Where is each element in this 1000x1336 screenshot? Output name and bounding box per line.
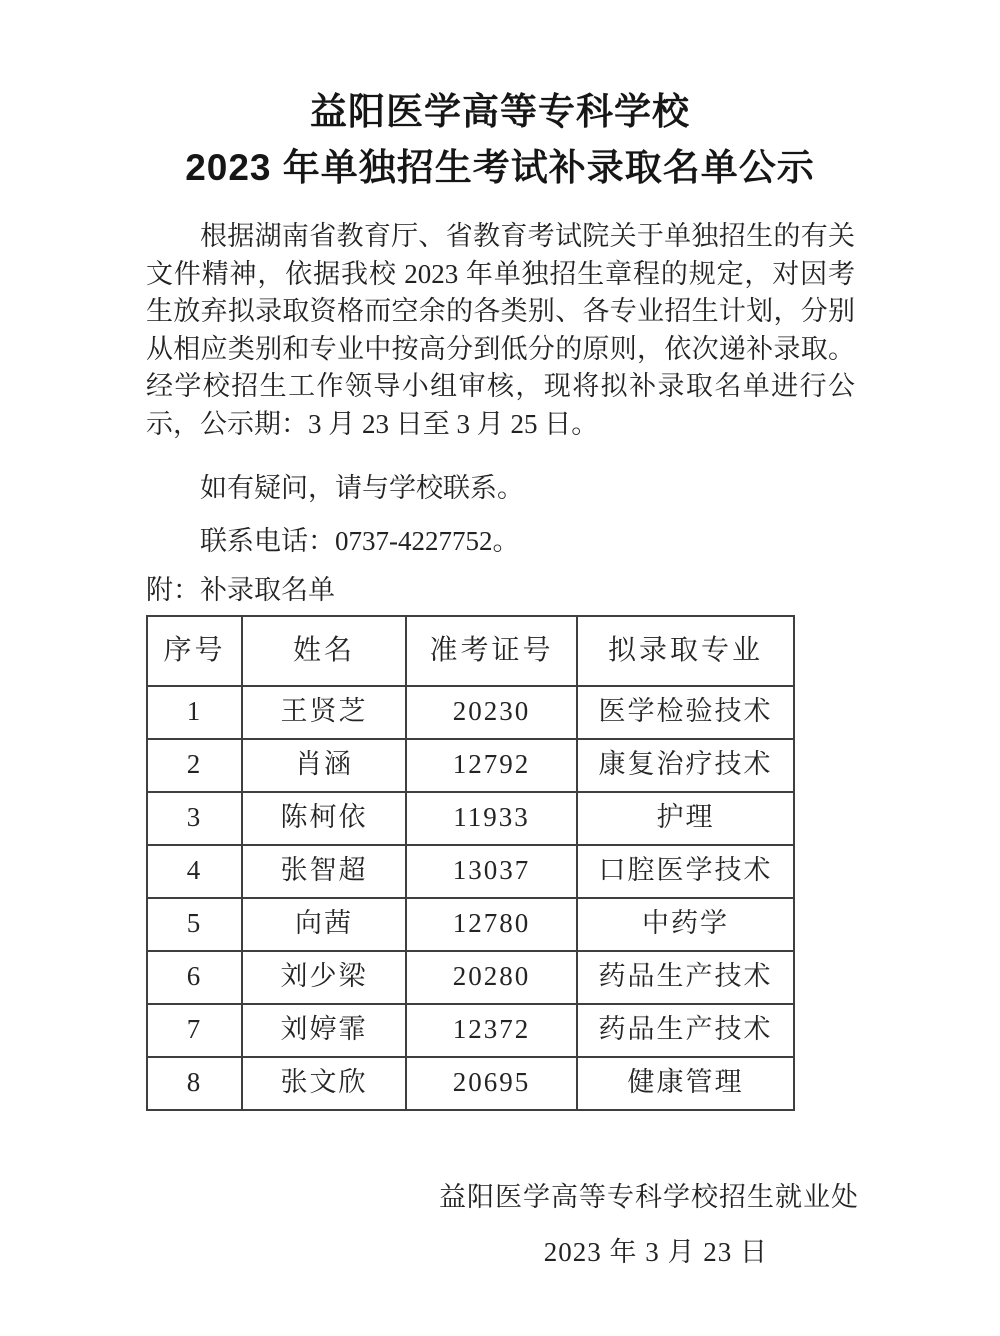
footer-date: 2023 年 3 月 23 日 — [543, 1236, 768, 1267]
column-header-ticket: 准考证号 — [406, 616, 577, 686]
document-body — [146, 218, 855, 1111]
document-title-block — [0, 0, 1000, 196]
cell-seq: 8 — [147, 1057, 242, 1110]
cell-major: 康复治疗技术 — [577, 739, 794, 792]
cell-ticket: 11933 — [406, 792, 577, 845]
cell-major: 医学检验技术 — [577, 686, 794, 739]
cell-seq: 3 — [147, 792, 242, 845]
cell-seq: 6 — [147, 951, 242, 1004]
cell-ticket: 20230 — [406, 686, 577, 739]
table-row — [147, 686, 794, 739]
paragraph-question: 如有疑问，请与学校联系。 — [200, 473, 524, 503]
admission-table-body — [147, 686, 794, 1110]
cell-seq: 1 — [147, 686, 242, 739]
cell-ticket: 20695 — [406, 1057, 577, 1110]
paragraph-contact-phone: 联系电话：0737-4227752。 — [200, 525, 520, 556]
cell-name: 刘少梁 — [242, 951, 406, 1004]
admission-table-header — [147, 616, 794, 686]
cell-ticket: 13037 — [406, 845, 577, 898]
cell-name: 肖涵 — [242, 739, 406, 792]
cell-name: 陈柯依 — [242, 792, 406, 845]
cell-seq: 7 — [147, 1004, 242, 1057]
cell-major: 护理 — [577, 792, 794, 845]
table-row — [147, 1004, 794, 1057]
table-row — [147, 1057, 794, 1110]
table-header-row — [147, 616, 794, 686]
cell-seq: 2 — [147, 739, 242, 792]
cell-major: 中药学 — [577, 898, 794, 951]
document-title-line1: 益阳医学高等专科学校 — [310, 91, 690, 132]
cell-major: 药品生产技术 — [577, 1004, 794, 1057]
cell-seq: 5 — [147, 898, 242, 951]
admission-list-table — [146, 615, 795, 1111]
cell-ticket: 20280 — [406, 951, 577, 1004]
table-row — [147, 739, 794, 792]
table-row — [147, 792, 794, 845]
cell-major: 口腔医学技术 — [577, 845, 794, 898]
cell-name: 刘婷霏 — [242, 1004, 406, 1057]
cell-name: 向茜 — [242, 898, 406, 951]
column-header-major: 拟录取专业 — [577, 616, 794, 686]
cell-seq: 4 — [147, 845, 242, 898]
cell-ticket: 12792 — [406, 739, 577, 792]
table-row — [147, 951, 794, 1004]
attachment-label: 附：补录取名单 — [146, 575, 335, 605]
cell-major: 药品生产技术 — [577, 951, 794, 1004]
table-row — [147, 898, 794, 951]
cell-major: 健康管理 — [577, 1057, 794, 1110]
cell-name: 张文欣 — [242, 1057, 406, 1110]
cell-name: 王贤芝 — [242, 686, 406, 739]
cell-ticket: 12372 — [406, 1004, 577, 1057]
column-header-name: 姓名 — [242, 616, 406, 686]
table-row — [147, 845, 794, 898]
document-title-line2: 2023 年单独招生考试补录取名单公示 — [185, 147, 815, 188]
cell-name: 张智超 — [242, 845, 406, 898]
cell-ticket: 12780 — [406, 898, 577, 951]
column-header-seq: 序号 — [147, 616, 242, 686]
paragraph-main: 根据湖南省教育厅、省教育考试院关于单独招生的有关文件精神，依据我校 2023 年单独招生章程的规定，对因考生放弃拟录取资格而空余的各类别、各专业招生计划，分别从相应类别和专业中按高分到低分的原则，依次递补录取。经学校招生工作领导小组审核，现将拟补录取名单进行公示，公示期：3 月 23 日至 3 月 25 日。 — [146, 221, 855, 439]
document-footer — [0, 1175, 1000, 1269]
footer-signature: 益阳医学高等专科学校招生就业处 — [439, 1181, 859, 1212]
